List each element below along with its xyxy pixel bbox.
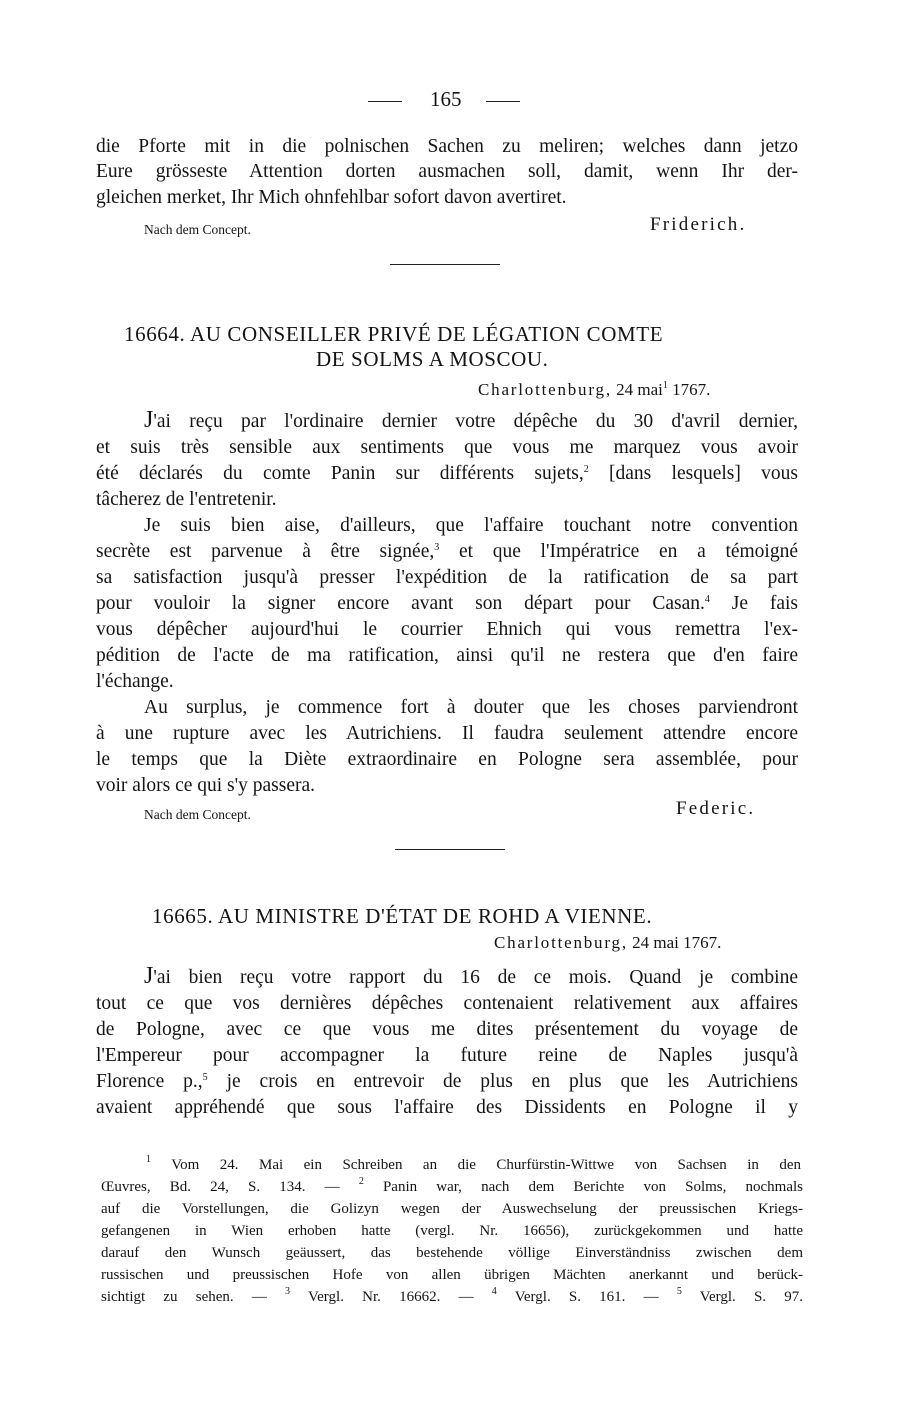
letter-date [494, 933, 721, 953]
footnote-line: gefangenen in Wien erhoben hatte (vergl. Nr. 16656), zurückgekommen und hatte [101, 1223, 803, 1239]
footnote-line: auf die Vorstellungen, die Golizyn wegen der Auswechselung der preussischen Kriegs- [101, 1201, 803, 1217]
letter-heading-continued: DE SOLMS A MOSCOU. [316, 347, 549, 371]
body-line: J'ai reçu par l'ordinaire dernier votre dépêche du 30 d'avril dernier, [144, 407, 798, 433]
footnote-line: $^1$ Vom 24. Mai ein Schreiben an die Churfürstin-Wittwe von Sachsen in den [146, 1154, 801, 1173]
date-rest: 24 mai 1767. [632, 933, 722, 952]
body-line: avaient appréhendé que sous l'affaire des Dissidents en Pologne il y [96, 1097, 798, 1118]
body-line: Eure grösseste Attention dorten ausmachen soll, damit, wenn Ihr der- [96, 161, 798, 182]
body-line: Au surplus, je commence fort à douter que les choses parviendront [144, 697, 798, 718]
body-line: sa satisfaction jusqu'à presser l'expédition de la ratification de sa part [96, 567, 798, 588]
page-number: 165 [430, 87, 462, 111]
footnote-ref: 1 [662, 380, 668, 391]
body-line: voir alors ce qui s'y passera. [96, 775, 316, 796]
body-line: secrète est parvenue à être signée,$^3$ et que l'Impératrice en a témoigné [96, 541, 799, 562]
footnote-ref: 2 [583, 464, 589, 475]
body-line: Je suis bien aise, d'ailleurs, que l'affaire touchant notre convention [144, 515, 798, 536]
initial-letter: J [144, 407, 154, 433]
body-line: pour vouloir la signer encore avant son départ pour Casan.$^4$ Je fais [96, 593, 798, 614]
body-line: vous dépêcher aujourd'hui le courrier Ehnich qui vous remettra l'ex- [96, 619, 798, 640]
letter-heading: 16665. AU MINISTRE D'ÉTAT DE ROHD A VIENNE. [152, 904, 653, 928]
footnote-number: 2 [358, 1176, 364, 1187]
date-place: Charlottenburg, [478, 380, 612, 399]
body-line: tâcherez de l'entretenir. [96, 489, 277, 510]
signature: Federic. [676, 798, 756, 819]
footnote-line: russischen und preussischen Hofe von allen übrigen Mächten anerkannt und berück- [101, 1267, 803, 1283]
section-divider [395, 849, 505, 850]
footnote-line: sichtigt zu sehen. — $^3$ Vergl. Nr. 16662. — $^4$ Vergl. S. 161. — $^5$ Vergl. S. 97. [101, 1286, 803, 1305]
body-line: J'ai bien reçu votre rapport du 16 de ce mois. Quand je combine [144, 963, 798, 989]
letter-date [478, 380, 710, 400]
page-number-left-dash [368, 101, 402, 102]
body-line: de Pologne, avec ce que vous me dites présentement du voyage de [96, 1019, 798, 1040]
body-line: pédition de l'acte de ma ratification, ainsi qu'il ne restera que d'en faire [96, 645, 798, 666]
body-line: die Pforte mit in die polnischen Sachen zu meliren; welches dann jetzo [96, 136, 798, 157]
footnote-number: 5 [676, 1286, 682, 1297]
body-line: Florence p.,$^5$ je crois en entrevoir de plus en plus que les Autrichiens [96, 1071, 798, 1092]
body-line: à une rupture avec les Autrichiens. Il faudra seulement attendre encore [96, 723, 798, 744]
footnote-number: 3 [285, 1286, 291, 1297]
body-line: le temps que la Diète extraordinaire en Pologne sera assemblée, pour [96, 749, 798, 770]
footnote-ref: 3 [434, 542, 440, 553]
initial-letter: J [144, 963, 154, 989]
body-line: l'Empereur pour accompagner la future reine de Naples jusqu'à [96, 1045, 798, 1066]
date-day: 24 mai [616, 380, 663, 399]
section-divider [390, 264, 500, 265]
page-number-right-dash [486, 101, 520, 102]
body-line: gleichen merket, Ihr Mich ohnfehlbar sofort davon avertiret. [96, 187, 567, 208]
signature: Friderich. [650, 214, 747, 235]
source-note: Nach dem Concept. [144, 222, 251, 237]
footnote-ref: 4 [704, 594, 710, 605]
source-note: Nach dem Concept. [144, 807, 251, 822]
footnote-ref: 5 [202, 1072, 208, 1083]
body-line: l'échange. [96, 671, 174, 692]
body-line: été déclarés du comte Panin sur différents sujets,$^2$ [dans lesquels] vous [96, 463, 798, 484]
date-place: Charlottenburg, [494, 933, 628, 952]
date-year: 1767. [672, 380, 711, 399]
footnote-number: 1 [146, 1154, 151, 1165]
body-line: tout ce que vos dernières dépêches contenaient relativement aux affaires [96, 993, 798, 1014]
footnote-line: darauf den Wunsch geäussert, das bestehende völlige Einverständniss zwischen dem [101, 1245, 803, 1261]
footnote-number: 4 [491, 1286, 497, 1297]
letter-heading: 16664. AU CONSEILLER PRIVÉ DE LÉGATION COMTE [124, 322, 664, 346]
footnote-line: Œuvres, Bd. 24, S. 134. — $^2$ Panin war, nach dem Berichte von Solms, nochmals [101, 1176, 803, 1195]
body-line: et suis très sensible aux sentiments que vous me marquez vous avoir [96, 437, 798, 458]
